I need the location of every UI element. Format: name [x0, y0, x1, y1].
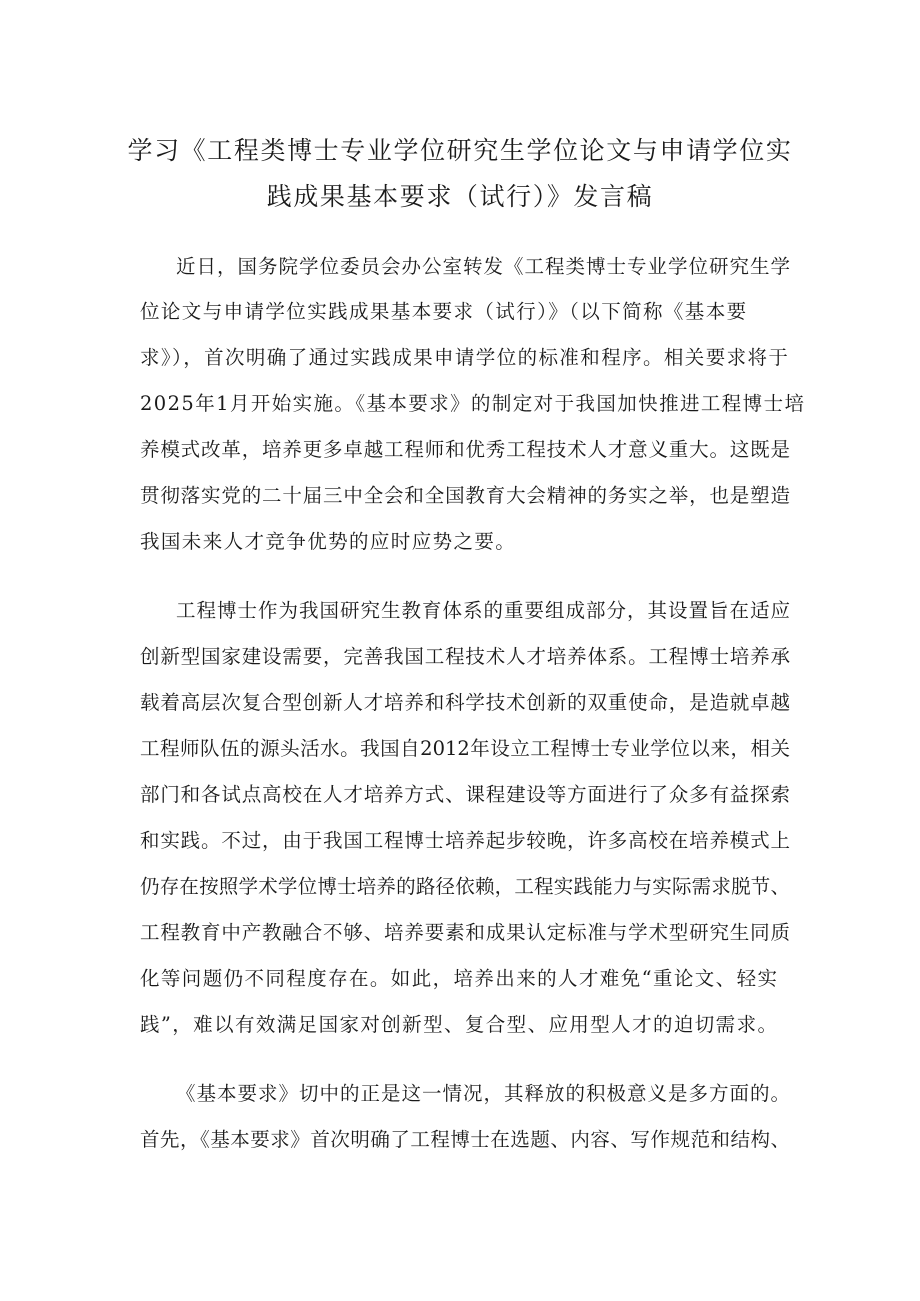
paragraph-2-line-3: 载着高层次复合型创新人才培养和科学技术创新的双重使命，是造就卓越	[140, 691, 790, 714]
paragraph-2-line-9: 化等问题仍不同程度存在。如此，培养出来的人才难免“重论文、轻实	[140, 967, 779, 990]
paragraph-1-line-5: 养模式改革，培养更多卓越工程师和优秀工程技术人才意义重大。这既是	[140, 438, 790, 461]
paragraph-2-line-5: 部门和各试点高校在人才培养方式、课程建设等方面进行了众多有益探索	[140, 783, 790, 806]
paragraph-1-line-7: 我国未来人才竞争优势的应时应势之要。	[140, 530, 517, 553]
paragraph-1-line-1: 近日，国务院学位委员会办公室转发《工程类博士专业学位研究生学	[176, 255, 790, 278]
paragraph-2-line-4: 工程师队伍的源头活水。我国自2012年设立工程博士专业学位以来，相关	[140, 737, 790, 760]
title-line-1: 学习《工程类博士专业学位研究生学位论文与申请学位实	[127, 136, 793, 165]
paragraph-1-line-6: 贯彻落实党的二十届三中全会和全国教育大会精神的务实之举，也是塑造	[140, 484, 790, 507]
paragraph-3-line-2: 首先，《基本要求》首次明确了工程博士在选题、内容、写作规范和结构、	[140, 1128, 790, 1151]
paragraph-2-line-8: 工程教育中产教融合不够、培养要素和成果认定标准与学术型研究生同质	[140, 921, 790, 944]
paragraph-1-line-4: 2025年1月开始实施。《基本要求》的制定对于我国加快推进工程博士培	[140, 392, 806, 415]
paragraph-2-line-7: 仍存在按照学术学位博士培养的路径依赖，工程实践能力与实际需求脱节、	[140, 875, 790, 898]
paragraph-3-line-1: 《基本要求》切中的正是这一情况，其释放的积极意义是多方面的。	[176, 1082, 790, 1105]
title-line-2: 践成果基本要求（试行）》发言稿	[266, 182, 654, 211]
paragraph-1-line-3: 求》），首次明确了通过实践成果申请学位的标准和程序。相关要求将于	[140, 346, 790, 369]
paragraph-2-line-10: 践”，难以有效满足国家对创新型、复合型、应用型人才的迫切需求。	[140, 1013, 779, 1036]
paragraph-2-line-1: 工程博士作为我国研究生教育体系的重要组成部分，其设置旨在适应	[176, 599, 790, 622]
paragraph-2-line-6: 和实践。不过，由于我国工程博士培养起步较晚，许多高校在培养模式上	[140, 829, 790, 852]
paragraph-1-line-2: 位论文与申请学位实践成果基本要求（试行）》（以下简称《基本要	[140, 300, 748, 323]
paragraph-2-line-2: 创新型国家建设需要，完善我国工程技术人才培养体系。工程博士培养承	[140, 645, 790, 668]
